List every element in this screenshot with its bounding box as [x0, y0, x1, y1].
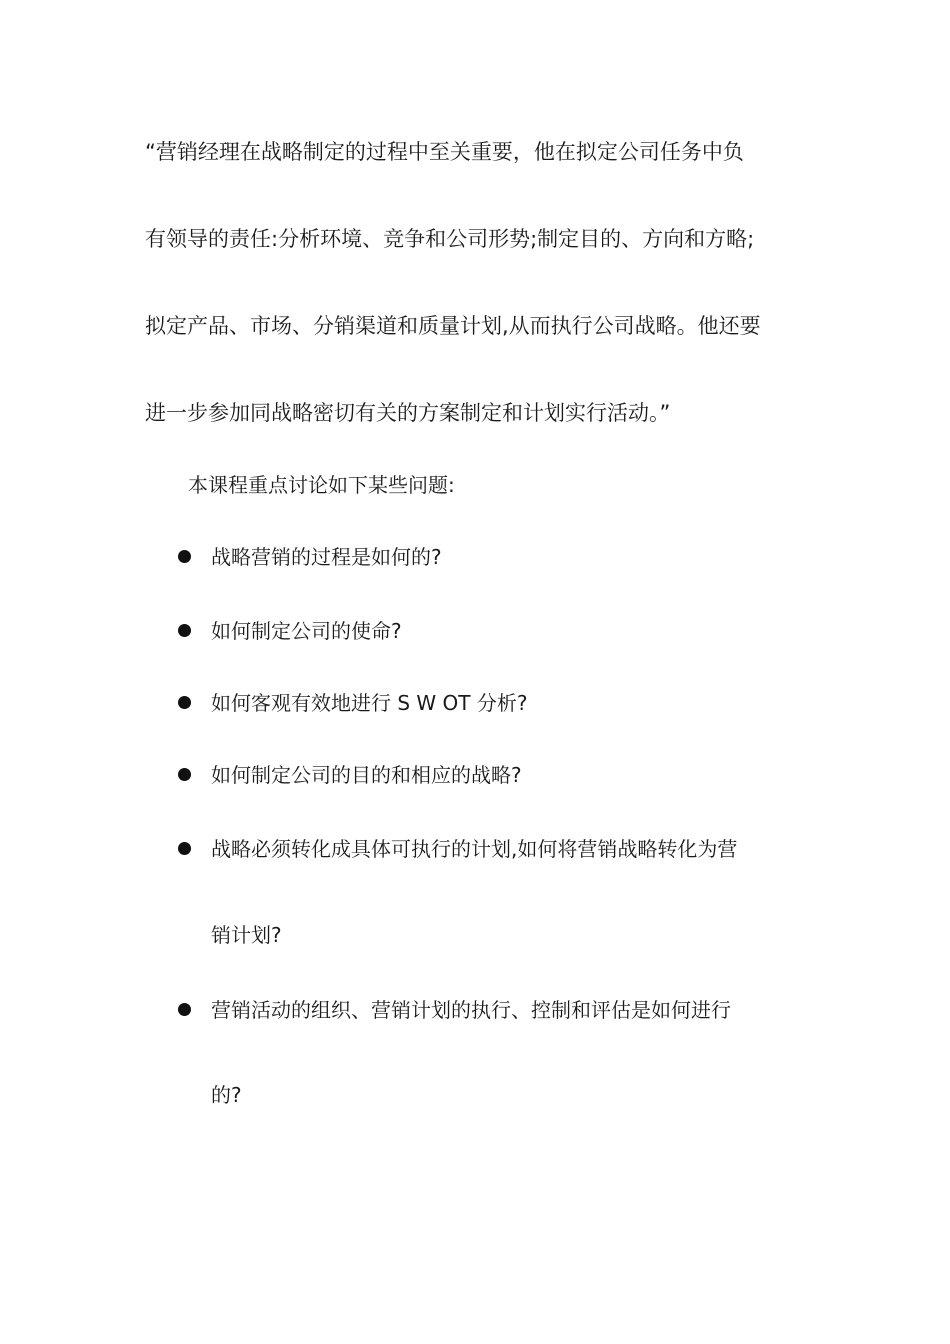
- bullet-dot-icon: [178, 1003, 191, 1016]
- bullet-text: 如何客观有效地进行 S W OT 分析?: [211, 691, 528, 715]
- quote-line: “营销经理在战略制定的过程中至关重要，他在拟定公司任务中负: [145, 140, 744, 164]
- quote-line: 进一步参加同战略密切有关的方案制定和计划实行活动。”: [145, 401, 671, 425]
- quote-line: 拟定产品、市场、分销渠道和质量计划,从而执行公司战略。他还要: [145, 314, 761, 338]
- bullet-text: 战略营销的过程是如何的?: [211, 545, 442, 569]
- bullet-text: 如何制定公司的目的和相应的战略?: [211, 763, 522, 787]
- bullet-text-continuation: 的?: [211, 1083, 242, 1107]
- bullet-text-continuation: 销计划?: [211, 923, 282, 947]
- intro-text: 本课程重点讨论如下某些问题:: [188, 473, 455, 497]
- bullet-dot-icon: [178, 696, 191, 709]
- bullet-dot-icon: [178, 550, 191, 563]
- bullet-text: 战略必须转化成具体可执行的计划,如何将营销战略转化为营: [211, 837, 738, 861]
- bullet-text: 营销活动的组织、营销计划的执行、控制和评估是如何进行: [211, 998, 731, 1022]
- quote-line: 有领导的责任:分析环境、竞争和公司形势;制定目的、方向和方略;: [145, 227, 755, 251]
- bullet-dot-icon: [178, 624, 191, 637]
- bullet-dot-icon: [178, 768, 191, 781]
- bullet-text: 如何制定公司的使命?: [211, 619, 402, 643]
- bullet-dot-icon: [178, 842, 191, 855]
